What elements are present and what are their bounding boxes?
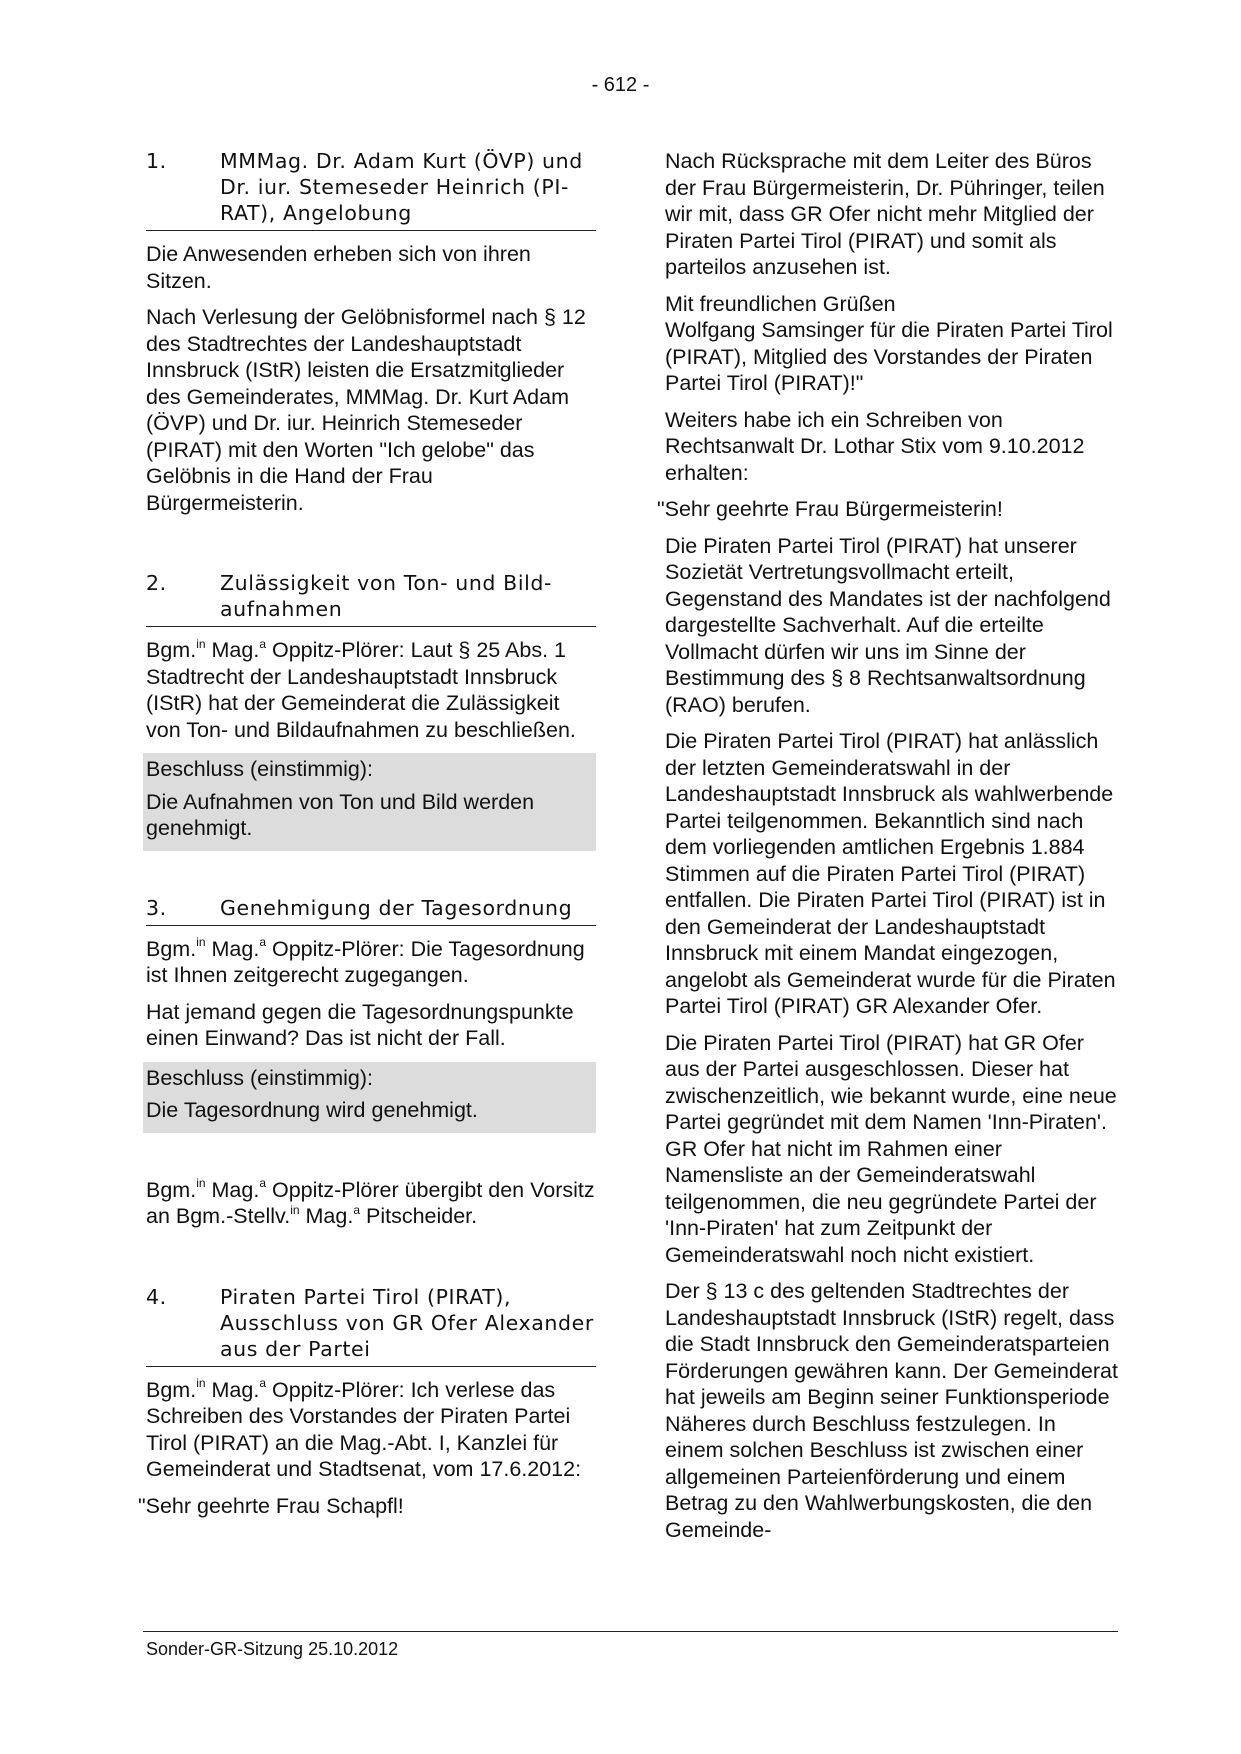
paragraph: Weiters habe ich ein Schreiben von Rechtsanwalt Dr. Lothar Stix vom 9.10.2012 erhalten: xyxy=(665,407,1085,485)
agenda-item-title: Zulässigkeit von Ton- und Bild-aufnahmen xyxy=(220,571,553,621)
page-number: - 612 - xyxy=(591,74,650,96)
decision-box xyxy=(143,1062,596,1133)
agenda-item-3-heading xyxy=(146,895,596,926)
left-column xyxy=(138,148,596,1529)
quote-salutation: "Sehr geehrte Frau Schapfl! xyxy=(138,1493,404,1518)
agenda-item-number: 3. xyxy=(146,895,167,920)
footer-rule xyxy=(143,1631,1118,1632)
paragraph: Die Piraten Partei Tirol (PIRAT) hat unserer Sozietät Vertretungsvollmacht erteilt, Gegenstand des Mandates ist der nachfolgend dargestellte Sachverhalt. Auf die erteilte Vollmacht dürfen wir uns im Sinne der Bestimmung des § 8 Rechtsanwaltsordnung (RAO) berufen. xyxy=(665,533,1111,717)
decision-label: Beschluss (einstimmig): xyxy=(146,757,373,781)
speaker-paragraph: Bgm.$^{in}$ Mag.$^a$ Oppitz-Plörer: Die Tagesordnung ist Ihnen zeitgerecht zugegangen. xyxy=(146,935,585,987)
decision-text: Die Aufnahmen von Ton und Bild werden genehmigt. xyxy=(146,789,535,840)
footer-text: Sonder-GR-Sitzung 25.10.2012 xyxy=(146,1639,399,1659)
handover-paragraph: Bgm.$^{in}$ Mag.$^a$ Oppitz-Plörer übergibt den Vorsitz an Bgm.-Stellv.$^{in}$ Mag.$^a$ Pitscheider. xyxy=(146,1176,595,1228)
paragraph: Die Anwesenden erheben sich von ihren Sitzen. xyxy=(146,242,531,293)
right-column xyxy=(657,148,1120,1553)
paragraph: Nach Rücksprache mit dem Leiter des Büros der Frau Bürgermeisterin, Dr. Pühringer, teilen wir mit, dass GR Ofer nicht mehr Mitglied der Piraten Partei Tirol (PIRAT) und somit als parteilos anzusehen ist. xyxy=(665,149,1105,279)
agenda-item-2-heading xyxy=(146,570,596,627)
decision-label: Beschluss (einstimmig): xyxy=(146,1065,373,1090)
paragraph: Hat jemand gegen die Tagesordnungspunkte einen Einwand? Das ist nicht der Fall. xyxy=(146,999,574,1050)
decision-text: Die Tagesordnung wird genehmigt. xyxy=(146,1098,478,1122)
agenda-item-number: 1. xyxy=(146,149,167,173)
speaker-paragraph: Bgm.$^{in}$ Mag.$^a$ Oppitz-Plörer: Laut § 25 Abs. 1 Stadtrecht der Landeshauptstadt Innsbruck (IStR) hat der Gemeinderat die Zulässigkeit von Ton- und Bildaufnahmen zu beschließen. xyxy=(146,636,576,742)
agenda-item-title: Genehmigung der Tagesordnung xyxy=(220,895,573,920)
agenda-item-title: Piraten Partei Tirol (PIRAT), Ausschluss von GR Ofer Alexander aus der Partei xyxy=(220,1284,594,1361)
agenda-item-number: 4. xyxy=(146,1284,167,1309)
agenda-item-4-heading xyxy=(146,1284,596,1367)
closing-paragraph: Mit freundlichen Grüßen Wolfgang Samsinger für die Piraten Partei Tirol (PIRAT), Mitglied des Vorstandes der Piraten Partei Tirol (PIRAT)!" xyxy=(665,291,1113,395)
agenda-item-1-heading xyxy=(146,148,596,231)
paragraph: Nach Verlesung der Gelöbnisformel nach § 12 des Stadtrechtes der Landeshauptstadt Innsbruck (IStR) leisten die Ersatzmitglieder des Gemeinderates, MMMag. Dr. Kurt Adam (ÖVP) und Dr. iur. Heinrich Stemeseder (PIRAT) mit den Worten "Ich gelobe" das Gelöbnis in die Hand der Frau Bürgermeisterin. xyxy=(146,305,586,515)
quote-salutation: "Sehr geehrte Frau Bürgermeisterin! xyxy=(657,497,1003,521)
agenda-item-number: 2. xyxy=(146,571,167,595)
speaker-paragraph: Bgm.$^{in}$ Mag.$^a$ Oppitz-Plörer: Ich verlese das Schreiben des Vorstandes der Piraten Partei Tirol (PIRAT) an die Mag.-Abt. I, Kanzlei für Gemeinderat und Stadtsenat, vom 17.6.2012: xyxy=(146,1376,582,1481)
paragraph: Die Piraten Partei Tirol (PIRAT) hat anlässlich der letzten Gemeinderatswahl in der Landeshauptstadt Innsbruck als wahlwerbende Partei teilgenommen. Bekanntlich sind nach dem vorliegenden amtlichen Ergebnis 1.884 Stimmen auf die Piraten Partei Tirol (PIRAT) entfallen. Die Piraten Partei Tirol (PIRAT) ist in den Gemeinderat der Landeshauptstadt Innsbruck mit einem Mandat eingezogen, angelobt als Gemeinderat wurde für die Piraten Partei Tirol (PIRAT) GR Alexander Ofer. xyxy=(665,729,1116,1018)
paragraph: Der § 13 c des geltenden Stadtrechtes der Landeshauptstadt Innsbruck (IStR) regelt, dass die Stadt Innsbruck den Gemeinderatsparteien Förderungen gewähren kann. Der Gemeinderat hat jeweils am Beginn seiner Funktionsperiode Näheres durch Beschluss festzulegen. In einem solchen Beschluss ist zwischen einer allgemeinen Parteienförderung und einem Betrag zu den Wahlwerbungskosten, die den Gemeinde- xyxy=(665,1279,1118,1542)
agenda-item-title: MMMag. Dr. Adam Kurt (ÖVP) und Dr. iur. Stemeseder Heinrich (PI-RAT), Angelobung xyxy=(220,149,583,225)
paragraph: Die Piraten Partei Tirol (PIRAT) hat GR Ofer aus der Partei ausgeschlossen. Dieser hat zwischenzeitlich, wie bekannt wurde, eine neue Partei gegründet mit dem Namen 'Inn-Piraten'. GR Ofer hat nicht im Rahmen einer Namensliste an der Gemeinderatswahl teilgenommen, die neu gegründete Partei der 'Inn-Piraten' hat zum Zeitpunkt der Gemeinderatswahl noch nicht existiert. xyxy=(665,1030,1117,1267)
decision-box xyxy=(143,753,596,851)
